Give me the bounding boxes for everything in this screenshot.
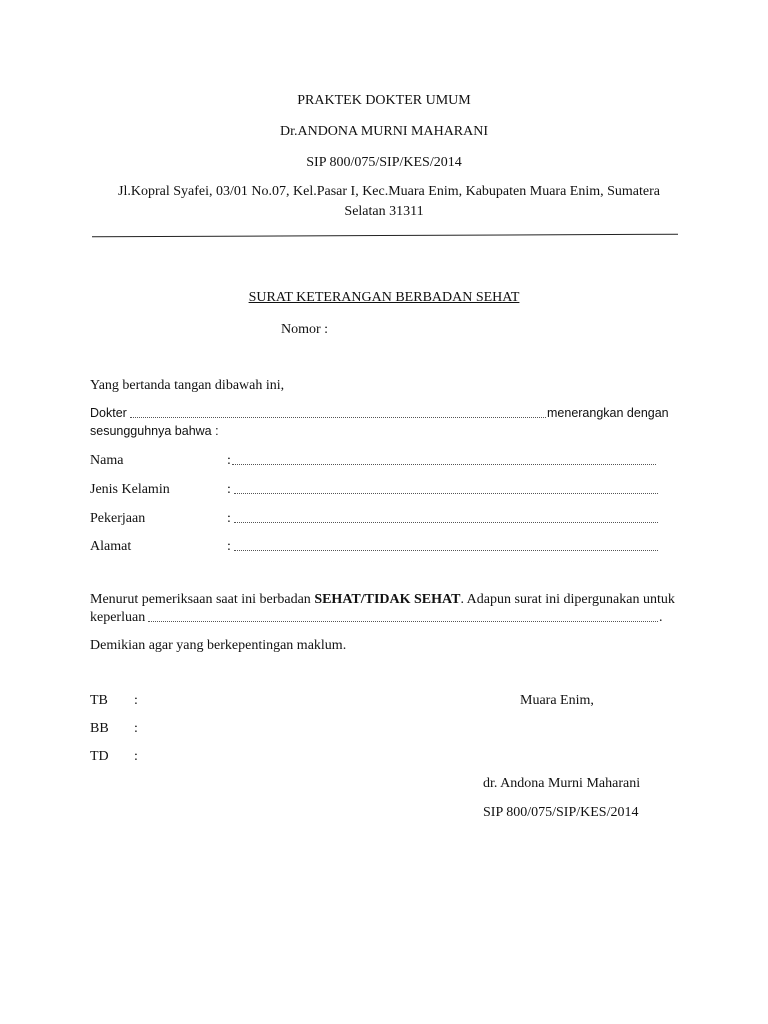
vital-label-bb: BB (90, 721, 109, 736)
signature-name: dr. Andona Murni Maharani (483, 776, 641, 791)
clinic-name: PRAKTEK DOKTER UMUM (297, 93, 471, 108)
dokter-blank[interactable] (130, 417, 546, 418)
doctor-sip: SIP 800/075/SIP/KES/2014 (306, 155, 462, 170)
vital-label-tb: TB (90, 693, 108, 708)
dokter-suffix: menerangkan dengan (547, 406, 669, 420)
statement-text: . Adapun surat ini dipergunakan untuk (460, 592, 675, 607)
doctor-name: Dr.ANDONA MURNI MAHARANI (279, 124, 489, 139)
dokter-label: Dokter (90, 406, 127, 420)
dokter-line2: sesungguhnya bahwa : (90, 424, 219, 438)
keperluan-label: keperluan (90, 610, 146, 625)
signature-sip: SIP 800/075/SIP/KES/2014 (483, 805, 639, 820)
vital-colon: : (134, 721, 138, 736)
address-line-1: Jl.Kopral Syafei, 03/01 No.07, Kel.Pasar I, Kec.Muara Enim, Kabupaten Muara Enim, Sumatera (118, 184, 660, 199)
keperluan-blank[interactable] (148, 621, 658, 622)
vital-colon: : (134, 749, 138, 764)
signature-place: Muara Enim, (520, 693, 594, 708)
vital-colon: : (134, 693, 138, 708)
field-blank-alamat[interactable] (234, 550, 658, 551)
closing-text: Demikian agar yang berkepentingan maklum. (90, 638, 347, 653)
intro-text: Yang bertanda tangan dibawah ini, (90, 378, 285, 393)
health-status: SEHAT/TIDAK SEHAT (314, 592, 461, 607)
document-title: SURAT KETERANGAN BERBADAN SEHAT (248, 290, 520, 305)
field-label: Nama (90, 453, 124, 468)
address-line-2: Selatan 31311 (344, 204, 424, 219)
field-label: Alamat (90, 539, 132, 554)
field-blank-jenis-kelamin[interactable] (234, 493, 658, 494)
document-number: Nomor : (281, 322, 329, 337)
field-colon: : (227, 539, 231, 554)
statement-text: Menurut pemeriksaan saat ini berbadan (90, 592, 315, 607)
field-label: Jenis Kelamin (90, 482, 170, 497)
field-colon: : (227, 511, 231, 526)
field-blank-pekerjaan[interactable] (234, 522, 658, 523)
field-label: Pekerjaan (90, 511, 146, 526)
health-statement (90, 592, 675, 608)
field-blank-nama[interactable] (232, 464, 656, 465)
field-colon: : (227, 482, 231, 497)
header-divider (92, 234, 678, 238)
field-colon: : (227, 453, 231, 468)
keperluan-end: . (659, 610, 663, 625)
vital-label-td: TD (90, 749, 109, 764)
